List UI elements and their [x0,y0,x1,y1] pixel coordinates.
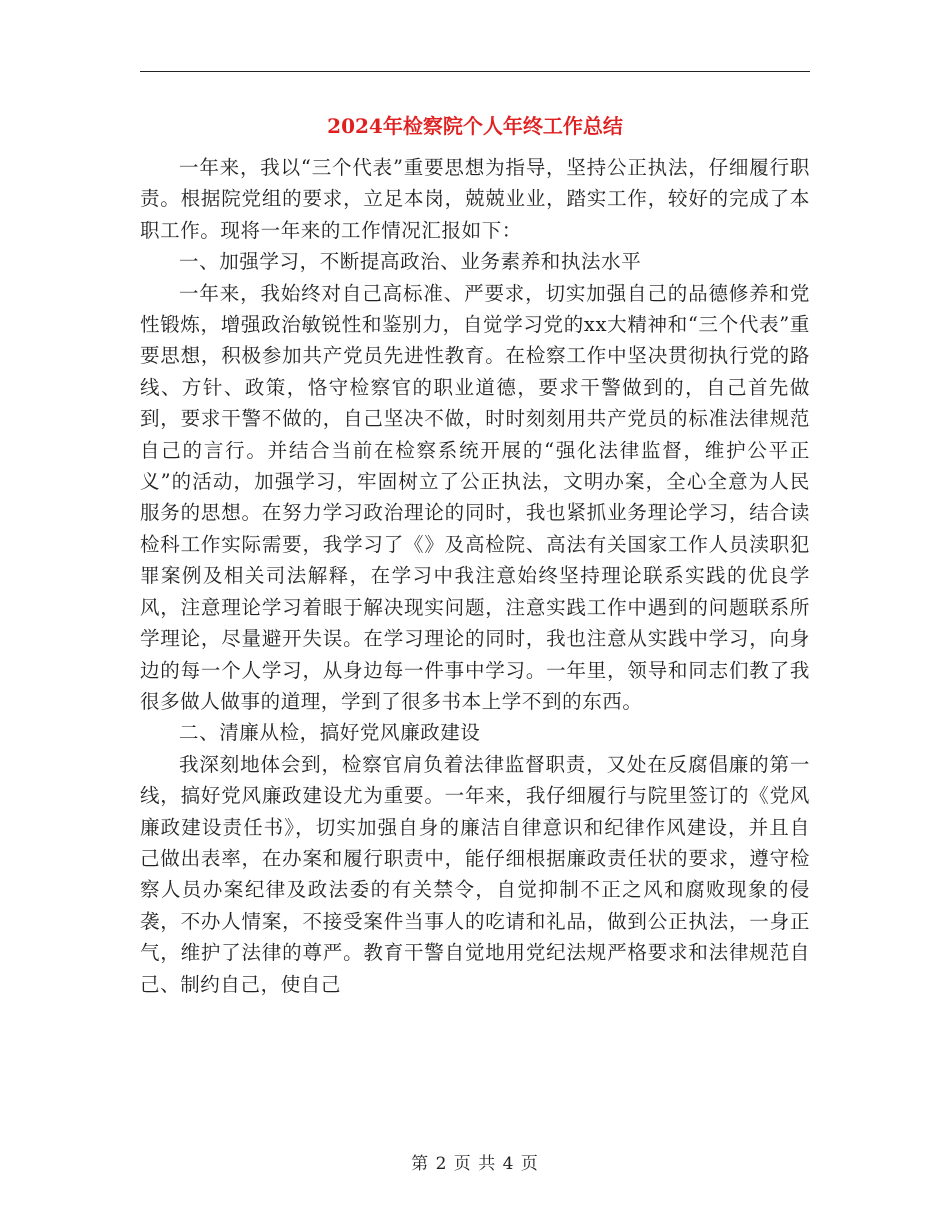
section-heading-integrity: 二、清廉从检，搞好党风廉政建设 [179,721,481,745]
section-heading-study: 一、加强学习，不断提高政治、业务素养和执法水平 [179,250,642,274]
body-paragraph-study: 一年来，我始终对自己高标准、严要求，切实加强自己的品德修养和党性锻炼，增强政治敏锐性和鉴别力，自觉学习党的xx大精神和“三个代表”重要思想，积极参加共产党员先进性教育。在检察工作中坚决贯彻执行党的路线、方针、政策，恪守检察官的职业道德，要求干警做到的，自己首先做到，要求干警不做的，自己坚决不做，时时刻刻用共产党员的标准法律规范自己的言行。并结合当前在检察系统开展的“强化法律监督，维护公平正义”的活动，加强学习，牢固树立了公正执法，文明办案，全心全意为人民服务的思想。在努力学习政治理论的同时，我也紧抓业务理论学习，结合读检科工作实际需要，我学习了《》及高检院、高法有关国家工作人员渎职犯罪案例及相关司法解释，在学习中我注意始终坚持理论联系实践的优良学风，注意理论学习着眼于解决现实问题，注意实践工作中遇到的问题联系所学理论，尽量避开失误。在学习理论的同时，我也注意从实践中学习，向身边的每一个人学习，从身边每一件事中学习。一年里，领导和同志们教了我很多做人做事的道理，学到了很多书本上学不到的东西。 [140,281,810,713]
page-footer: 第 2 页 共 4 页 [411,1154,539,1174]
header-rule [140,71,810,72]
body-paragraph-intro: 一年来，我以“三个代表”重要思想为指导，坚持公正执法，仔细履行职责。根据院党组的要求，立足本岗，兢兢业业，踏实工作，较好的完成了本职工作。现将一年来的工作情况汇报如下： [140,156,810,242]
document-body [140,152,810,1000]
body-paragraph-integrity: 我深刻地体会到，检察官肩负着法律监督职责，又处在反腐倡廉的第一线，搞好党风廉政建设尤为重要。一年来，我仔细履行与院里签订的《党风廉政建设责任书》，切实加强自身的廉洁自律意识和纪律作风建设，并且自己做出表率，在办案和履行职责中，能仔细根据廉政责任状的要求，遵守检察人员办案纪律及政法委的有关禁令，自觉抑制不正之风和腐败现象的侵袭，不办人情案，不接受案件当事人的吃请和礼品，做到公正执法，一身正气，维护了法律的尊严。教育干警自觉地用党纪法规严格要求和法律规范自己、制约自己，使自己 [140,752,810,996]
document-title: 2024年检察院个人年终工作总结 [327,114,623,138]
